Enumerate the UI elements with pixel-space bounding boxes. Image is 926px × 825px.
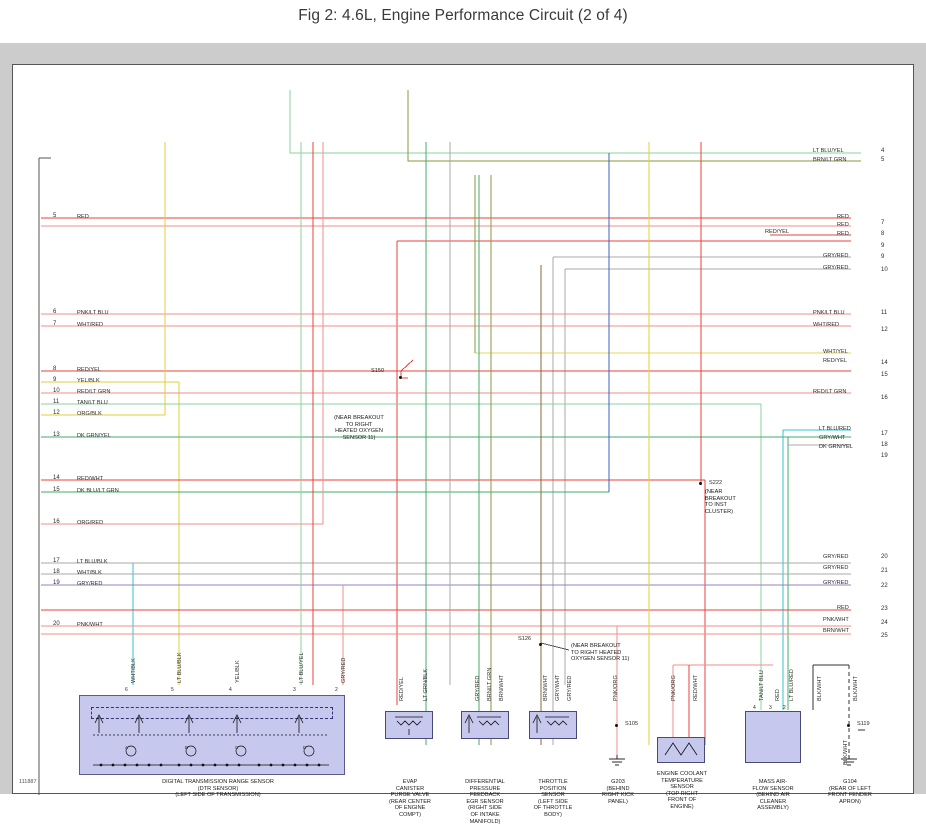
dpfe-pin-wire: BRN/LT GRN bbox=[487, 667, 493, 701]
dtr-pin-number: 5 bbox=[171, 687, 174, 693]
dtr-pin-number: 2 bbox=[335, 687, 338, 693]
right-pin-number: 9 bbox=[881, 243, 885, 249]
right-pin-wire: GRY/RED bbox=[823, 253, 849, 259]
dtr-pin-wire: LT BLU/YEL bbox=[299, 652, 305, 683]
left-margin bbox=[0, 64, 12, 794]
splice-label-s150: S150 bbox=[371, 368, 385, 374]
figure-code: 111887 bbox=[19, 779, 37, 785]
right-pin-number: 23 bbox=[881, 606, 888, 612]
right-pin-number: 22 bbox=[881, 583, 888, 589]
dtr-sensor-caption: DIGITAL TRANSMISSION RANGE SENSOR (DTR SENSOR) (LEFT SIDE OF TRANSMISSION) bbox=[162, 779, 274, 799]
dpfe-sensor-caption: DIFFERENTIAL PRESSURE FEEDBACK EGR SENSOR (RIGHT SIDE OF INTAKE MANIFOLD) bbox=[465, 779, 505, 825]
right-pin-wire: DK GRN/YEL bbox=[819, 444, 853, 450]
maf-pin-wire: LT BLU/RED bbox=[789, 669, 795, 701]
evap-purge-valve-caption: EVAP CANISTER PURGE VALVE (REAR CENTER OF ENGINE COMPT) bbox=[389, 779, 431, 818]
left-pin-number: 8 bbox=[53, 366, 57, 372]
left-pin-wire: RED/YEL bbox=[77, 367, 101, 373]
left-pin-number: 17 bbox=[53, 558, 60, 564]
left-pin-number: 11 bbox=[53, 399, 60, 405]
right-pin-number: 7 bbox=[881, 220, 885, 226]
maf-pin-wire: RED bbox=[775, 689, 781, 701]
right-pin-wire: RED bbox=[837, 222, 849, 228]
dtr-pin-wire: YEL/BLK bbox=[235, 660, 241, 683]
left-pin-wire: TAN/LT BLU bbox=[77, 400, 108, 406]
right-pin-number: 14 bbox=[881, 360, 888, 366]
right-pin-wire: GRY/WHT bbox=[819, 435, 846, 441]
splice-note-s150: (NEAR BREAKOUT TO RIGHT HEATED OXYGEN SENSOR 11) bbox=[334, 415, 384, 441]
left-pin-number: 14 bbox=[53, 475, 60, 481]
maf-pin-wire: TAN/LT BLU bbox=[759, 670, 765, 701]
left-pin-wire: RED/WHT bbox=[77, 476, 104, 482]
left-pin-wire: RED bbox=[77, 214, 89, 220]
dpfe-pin-wire: GRY/RED bbox=[475, 675, 481, 701]
dtr-ring-label: D bbox=[303, 745, 307, 750]
left-pin-wire: DK BLU/LT GRN bbox=[77, 488, 119, 494]
left-pin-number: 18 bbox=[53, 569, 60, 575]
splice-note-s222: (NEAR BREAKOUT TO INST CLUSTER) bbox=[705, 489, 736, 515]
right-pin-number: 15 bbox=[881, 372, 888, 378]
dtr-ring-label: A bbox=[125, 745, 129, 750]
g104-pin-wire-2: BLK/WHT bbox=[843, 740, 849, 765]
left-pin-wire: RED/LT GRN bbox=[77, 389, 111, 395]
left-pin-wire: ORG/RED bbox=[77, 520, 104, 526]
left-pin-number: 9 bbox=[53, 377, 57, 383]
right-pin-number: 9 bbox=[881, 254, 885, 260]
left-pin-wire: DK GRN/YEL bbox=[77, 433, 111, 439]
dpfe-pin-wire: BRN/WHT bbox=[499, 674, 505, 701]
left-pin-wire: LT BLU/BLK bbox=[77, 559, 108, 565]
maf-pin-number: 2 bbox=[783, 705, 786, 711]
right-pin-wire: GRY/RED bbox=[823, 580, 849, 586]
right-pin-number: 4 bbox=[881, 148, 885, 154]
left-pin-number: 19 bbox=[53, 580, 60, 586]
dtr-pin-number: 4 bbox=[229, 687, 232, 693]
g203-caption: G203 (BEHIND RIGHT KICK PANEL) bbox=[602, 779, 634, 805]
tps-pin-wire: GRY/RED bbox=[567, 675, 573, 701]
right-pin-number: 10 bbox=[881, 267, 888, 273]
right-pin-number: 17 bbox=[881, 431, 888, 437]
dtr-pin-wire: GRY/RED bbox=[341, 657, 347, 683]
right-pin-wire: PNK/WHT bbox=[823, 617, 849, 623]
right-pin-wire: RED bbox=[837, 214, 849, 220]
right-pin-number: 25 bbox=[881, 633, 888, 639]
dtr-ring-label: C bbox=[235, 745, 239, 750]
right-margin bbox=[914, 64, 926, 794]
right-pin-number: 19 bbox=[881, 453, 888, 459]
left-pin-number: 10 bbox=[53, 388, 60, 394]
page-title: Fig 2: 4.6L, Engine Performance Circuit (2 of 4) bbox=[298, 7, 628, 24]
maf-pin-wire: BLK/WHT bbox=[817, 676, 823, 701]
left-pin-wire: PNK/WHT bbox=[77, 622, 103, 628]
diagram-canvas bbox=[13, 65, 915, 825]
left-pin-wire: ORG/BLK bbox=[77, 411, 102, 417]
wiring-diagram bbox=[12, 64, 914, 825]
right-pin-wire: RED/YEL bbox=[823, 358, 847, 364]
right-pin-number: 20 bbox=[881, 554, 888, 560]
left-pin-number: 5 bbox=[53, 213, 57, 219]
left-pin-wire: YEL/BLK bbox=[77, 378, 100, 384]
splice-note-s126: (NEAR BREAKOUT TO RIGHT HEATED OXYGEN SENSOR 11) bbox=[571, 643, 630, 663]
ect-caption: ENGINE COOLANT TEMPERATURE SENSOR (TOP RIGHT FRONT OF ENGINE) bbox=[656, 771, 708, 810]
right-pin-number: 18 bbox=[881, 442, 888, 448]
right-pin-wire: WHT/YEL bbox=[823, 349, 848, 355]
right-pin-number: 21 bbox=[881, 568, 888, 574]
left-pin-number: 20 bbox=[53, 621, 60, 627]
maf-pin-number: 4 bbox=[753, 705, 756, 711]
splice-label-s222: S222 bbox=[709, 480, 723, 486]
header-band bbox=[0, 0, 926, 43]
right-pin-number: 8 bbox=[881, 231, 885, 237]
g104-ground-symbol bbox=[13, 65, 915, 795]
right-pin-wire: GRY/RED bbox=[823, 554, 849, 560]
splice-label-s126: S126 bbox=[518, 636, 532, 642]
left-pin-wire: WHT/RED bbox=[77, 322, 104, 328]
extra-wire-label: RED/YEL bbox=[765, 229, 789, 235]
right-pin-wire: WHT/RED bbox=[813, 322, 840, 328]
evap-pin-wire: LT GRN/BLK bbox=[423, 668, 429, 701]
tps-pin-wire: BRN/WHT bbox=[543, 674, 549, 701]
right-pin-wire: BRN/WHT bbox=[823, 628, 850, 634]
right-pin-number: 16 bbox=[881, 395, 888, 401]
left-pin-number: 6 bbox=[53, 309, 57, 315]
dtr-ring-label: B bbox=[185, 745, 189, 750]
evap-pin-wire: RED/YEL bbox=[399, 677, 405, 701]
g104-caption: G104 (REAR OF LEFT FRONT FENDER APRON) bbox=[828, 779, 872, 805]
right-pin-wire: GRY/RED bbox=[823, 565, 849, 571]
g203-pin-wire: PNK/ORG bbox=[613, 675, 619, 701]
right-pin-wire: RED/LT GRN bbox=[813, 389, 847, 395]
right-pin-wire: PNK/LT BLU bbox=[813, 310, 845, 316]
right-pin-number: 11 bbox=[881, 310, 888, 316]
tps-caption: THROTTLE POSITION SENSOR (LEFT SIDE OF THROTTLE BODY) bbox=[533, 779, 573, 818]
left-pin-wire: WHT/BLK bbox=[77, 570, 102, 576]
right-pin-wire: LT BLU/RED bbox=[819, 426, 851, 432]
maf-caption: MASS AIR- FLOW SENSOR (BEHIND AIR CLEANER ASSEMBLY) bbox=[752, 779, 794, 812]
maf-pin-number: 3 bbox=[769, 705, 772, 711]
right-pin-number: 5 bbox=[881, 157, 885, 163]
ect-pin-wire: PNK/ORG bbox=[671, 675, 677, 701]
right-pin-number: 12 bbox=[881, 327, 888, 333]
splice-label-s119: S119 bbox=[857, 721, 870, 727]
splice-label-s105: S105 bbox=[625, 721, 639, 727]
g104-pin-wire: BLK/WHT bbox=[853, 676, 859, 701]
header-divider bbox=[0, 43, 926, 64]
right-pin-wire: RED bbox=[837, 231, 849, 237]
left-pin-wire: PNK/LT BLU bbox=[77, 310, 109, 316]
left-pin-number: 16 bbox=[53, 519, 60, 525]
dtr-pin-number: 3 bbox=[293, 687, 296, 693]
left-pin-number: 12 bbox=[53, 410, 60, 416]
ect-pin-wire: RED/WHT bbox=[693, 674, 699, 701]
left-pin-number: 13 bbox=[53, 432, 60, 438]
dtr-pin-number: 6 bbox=[125, 687, 128, 693]
right-pin-wire: GRY/RED bbox=[823, 265, 849, 271]
right-pin-wire: RED bbox=[837, 605, 849, 611]
tps-pin-wire: GRY/WHT bbox=[555, 674, 561, 701]
right-pin-wire: BRN/LT GRN bbox=[813, 157, 847, 163]
right-pin-wire: LT BLU/YEL bbox=[813, 148, 844, 154]
right-pin-number: 24 bbox=[881, 620, 888, 626]
left-pin-wire: GRY/RED bbox=[77, 581, 103, 587]
left-pin-number: 15 bbox=[53, 487, 60, 493]
left-pin-number: 7 bbox=[53, 321, 57, 327]
dtr-pin-wire: LT BLU/BLK bbox=[177, 652, 183, 683]
dtr-pin-wire: WHT/BLK bbox=[131, 658, 137, 683]
